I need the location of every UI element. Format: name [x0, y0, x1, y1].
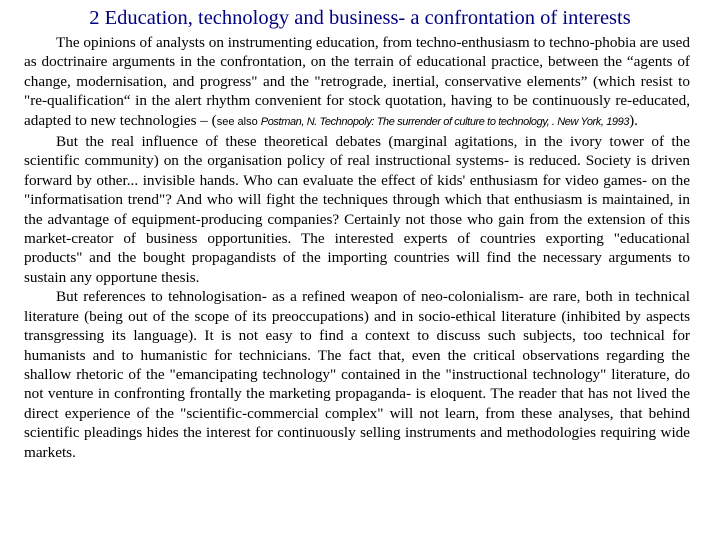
paragraph-1-text: The opinions of analysts on instrumenting education, from techno-enthusiasm to techno-phobia are used as doctrinaire arguments in the confrontation, on the terrain of educational practice, between the “agents of change, modernisation, and progress" and the "retrograde, inertial, conservative elements” (which resist to "re-qualification“ in the alert rhythm convenient for stock quotation, having to be continuously re-educated, adapted to new technologies – ( [24, 34, 690, 129]
citation-close: ). [629, 111, 638, 129]
see-also-label: see also [216, 115, 261, 128]
body-text [24, 33, 690, 462]
paragraph-3: But references to tehnologisation- as a refined weapon of neo-colonialism- are rare, both in technical literature (being out of the scope of its preoccupations) and in socio-ethical literature (inhibited by aspects transgressing its language). It is not easy to find a context to discuss such subjects, too technical for humanists and to humanistic for technicians. The fact that, even the critical observations regarding the shallow rhetoric of the "emancipating technology" contained in the "instructional technology" literature, do not venture in confronting frontally the marketing propaganda- is eloquent. The reader that has not lived the direct experience of the "scientific-commercial complex" will not learn, from these analyses, that behind scientific pleadings hides the interest for continuously selling instruments and methodologies requiring wide markets. [24, 288, 690, 461]
slide-title: 2 Education, technology and business- a confrontation of interests [89, 7, 631, 29]
citation: Postman, N. Technopoly: The surrender of culture to technology, . New York, 1993 [260, 115, 630, 128]
paragraph-2: But the real influence of these theoretical debates (marginal agitations, in the ivory tower of the scientific community) on the organisation policy of real instructional systems- is reduced. Society is driven forward by other... invisible hands. Who can evaluate the effect of kids' enthusiasm for video games- on the "informatisation trend"? And who will fight the techniques through which that enthusiasm is maintained, in the advantage of equipment-producing companies? Certainly not those who gain from the extension of this market-creator of business opportunities. The interested experts of countries exporting "educational products" and the bought propagandists of the importing countries will find the necessary arguments to sustain any opportune thesis. [24, 133, 690, 286]
paragraph-1 [24, 33, 690, 132]
